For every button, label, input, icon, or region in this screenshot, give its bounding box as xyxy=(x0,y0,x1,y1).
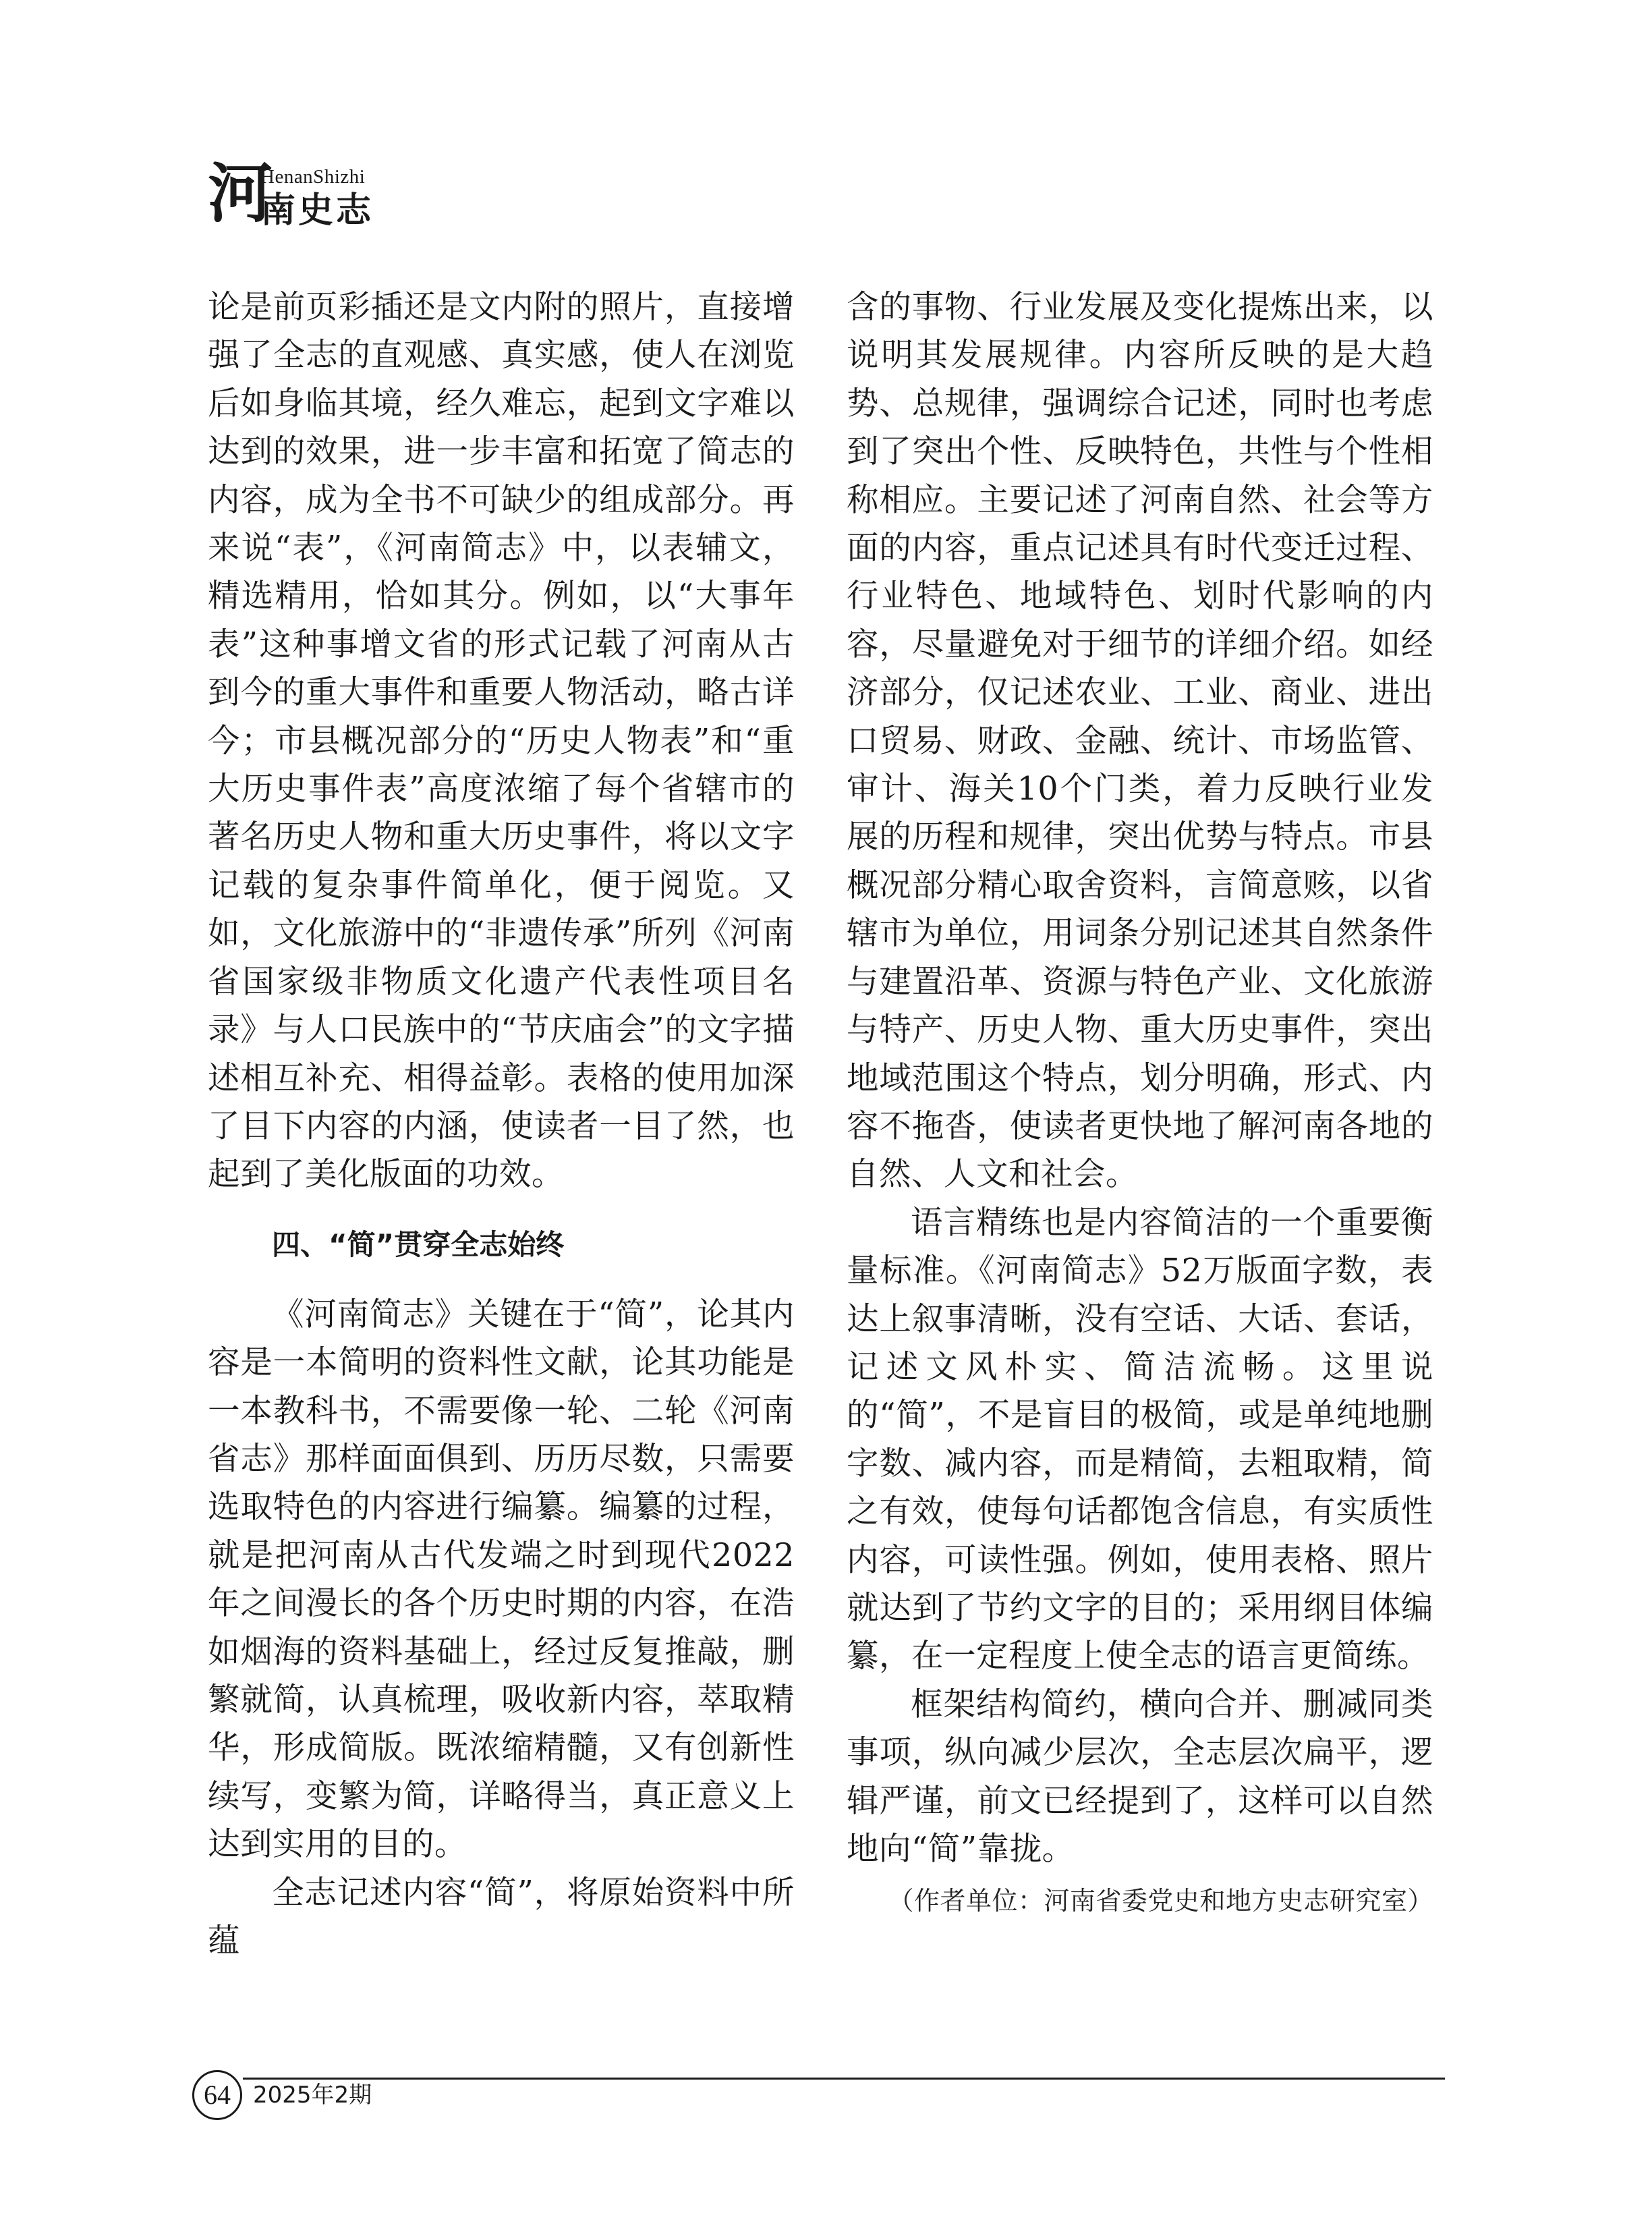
section-heading: 四、“简”贯穿全志始终 xyxy=(272,1227,565,1261)
masthead-english-title: HenanShizhi xyxy=(260,166,366,188)
footer-divider xyxy=(243,2078,1445,2080)
right-paragraph-3: 框架结构简约，横向合并、删减同类事项，纵向减少层次，全志层次扁平，逻辑严谨，前文已经提到了，这样可以自然地向“简”靠拢。 xyxy=(847,1686,1433,1868)
left-paragraph-3: 全志记述内容“简”，将原始资料中所蕴 xyxy=(208,1874,795,1959)
right-paragraph-2: 语言精练也是内容简洁的一个重要衡量标准。《河南简志》52万版面字数，表达上叙事清晰，没有空话、大话、套话，记述文风朴实、简洁流畅。这里说的“简”，不是盲目的极简，或是单纯地删字数、减内容，而是精简，去粗取精，简之有效，使每句话都饱含信息，有实质性内容，可读性强。例如，使用表格、照片就达到了节约文字的目的；采用纲目体编纂，在一定程度上使全志的语言更简练。 xyxy=(847,1204,1433,1675)
author-affiliation: （作者单位：河南省委党史和地方史志研究室） xyxy=(888,1886,1433,1916)
left-column xyxy=(208,283,795,1965)
masthead-chinese-title: 南史志 xyxy=(260,190,374,231)
right-column xyxy=(847,283,1433,1924)
right-paragraph-1: 含的事物、行业发展及变化提炼出来，以说明其发展规律。内容所反映的是大趋势、总规律，强调综合记述，同时也考虑到了突出个性、反映特色，共性与个性相称相应。主要记述了河南自然、社会等方面的内容，重点记述具有时代变迁过程、行业特色、地域特色、划时代影响的内容，尽量避免对于细节的详细介绍。如经济部分，仅记述农业、工业、商业、进出口贸易、财政、金融、统计、市场监管、审计、海关10个门类，着力反映行业发展的历程和规律，突出优势与特点。市县概况部分精心取舍资料，言简意赅，以省辖市为单位，用词条分别记述其自然条件与建置沿革、资源与特色产业、文化旅游与特产、历史人物、重大历史事件，突出地域范围这个特点，划分明确，形式、内容不拖沓，使读者更快地了解河南各地的自然、人文和社会。 xyxy=(847,289,1433,1194)
left-paragraph-1: 论是前页彩插还是文内附的照片，直接增强了全志的直观感、真实感，使人在浏览后如身临其境，经久难忘，起到文字难以达到的效果，进一步丰富和拓宽了简志的内容，成为全书不可缺少的组成部分。再来说“表”，《河南简志》中，以表辅文，精选精用，恰如其分。例如，以“大事年表”这种事增文省的形式记载了河南从古到今的重大事件和重要人物活动，略古详今；市县概况部分的“历史人物表”和“重大历史事件表”高度浓缩了每个省辖市的著名历史人物和重大历史事件，将以文字记载的复杂事件简单化，便于阅览。又如，文化旅游中的“非遗传承”所列《河南省国家级非物质文化遗产代表性项目名录》与人口民族中的“节庆庙会”的文字描述相互补充、相得益彰。表格的使用加深了目下内容的内涵，使读者一目了然，也起到了美化版面的功效。 xyxy=(208,289,795,1194)
masthead-large-char: 河 xyxy=(208,155,273,231)
page-number-badge: 64 xyxy=(192,2070,242,2120)
journal-masthead xyxy=(208,157,424,238)
left-paragraph-2: 《河南简志》关键在于“简”，论其内容是一本简明的资料性文献，论其功能是一本教科书，不需要像一轮、二轮《河南省志》那样面面俱到、历历尽数，只需要选取特色的内容进行编纂。编纂的过程，就是把河南从古代发端之时到现代2022年之间漫长的各个历史时期的内容，在浩如烟海的资料基础上，经过反复推敲，删繁就简，认真梳理，吸收新内容，萃取精华，形成简版。既浓缩精髓，又有创新性续写，变繁为简，详略得当，真正意义上达到实用的目的。 xyxy=(208,1296,795,1864)
issue-label: 2025年2期 xyxy=(253,2082,372,2109)
